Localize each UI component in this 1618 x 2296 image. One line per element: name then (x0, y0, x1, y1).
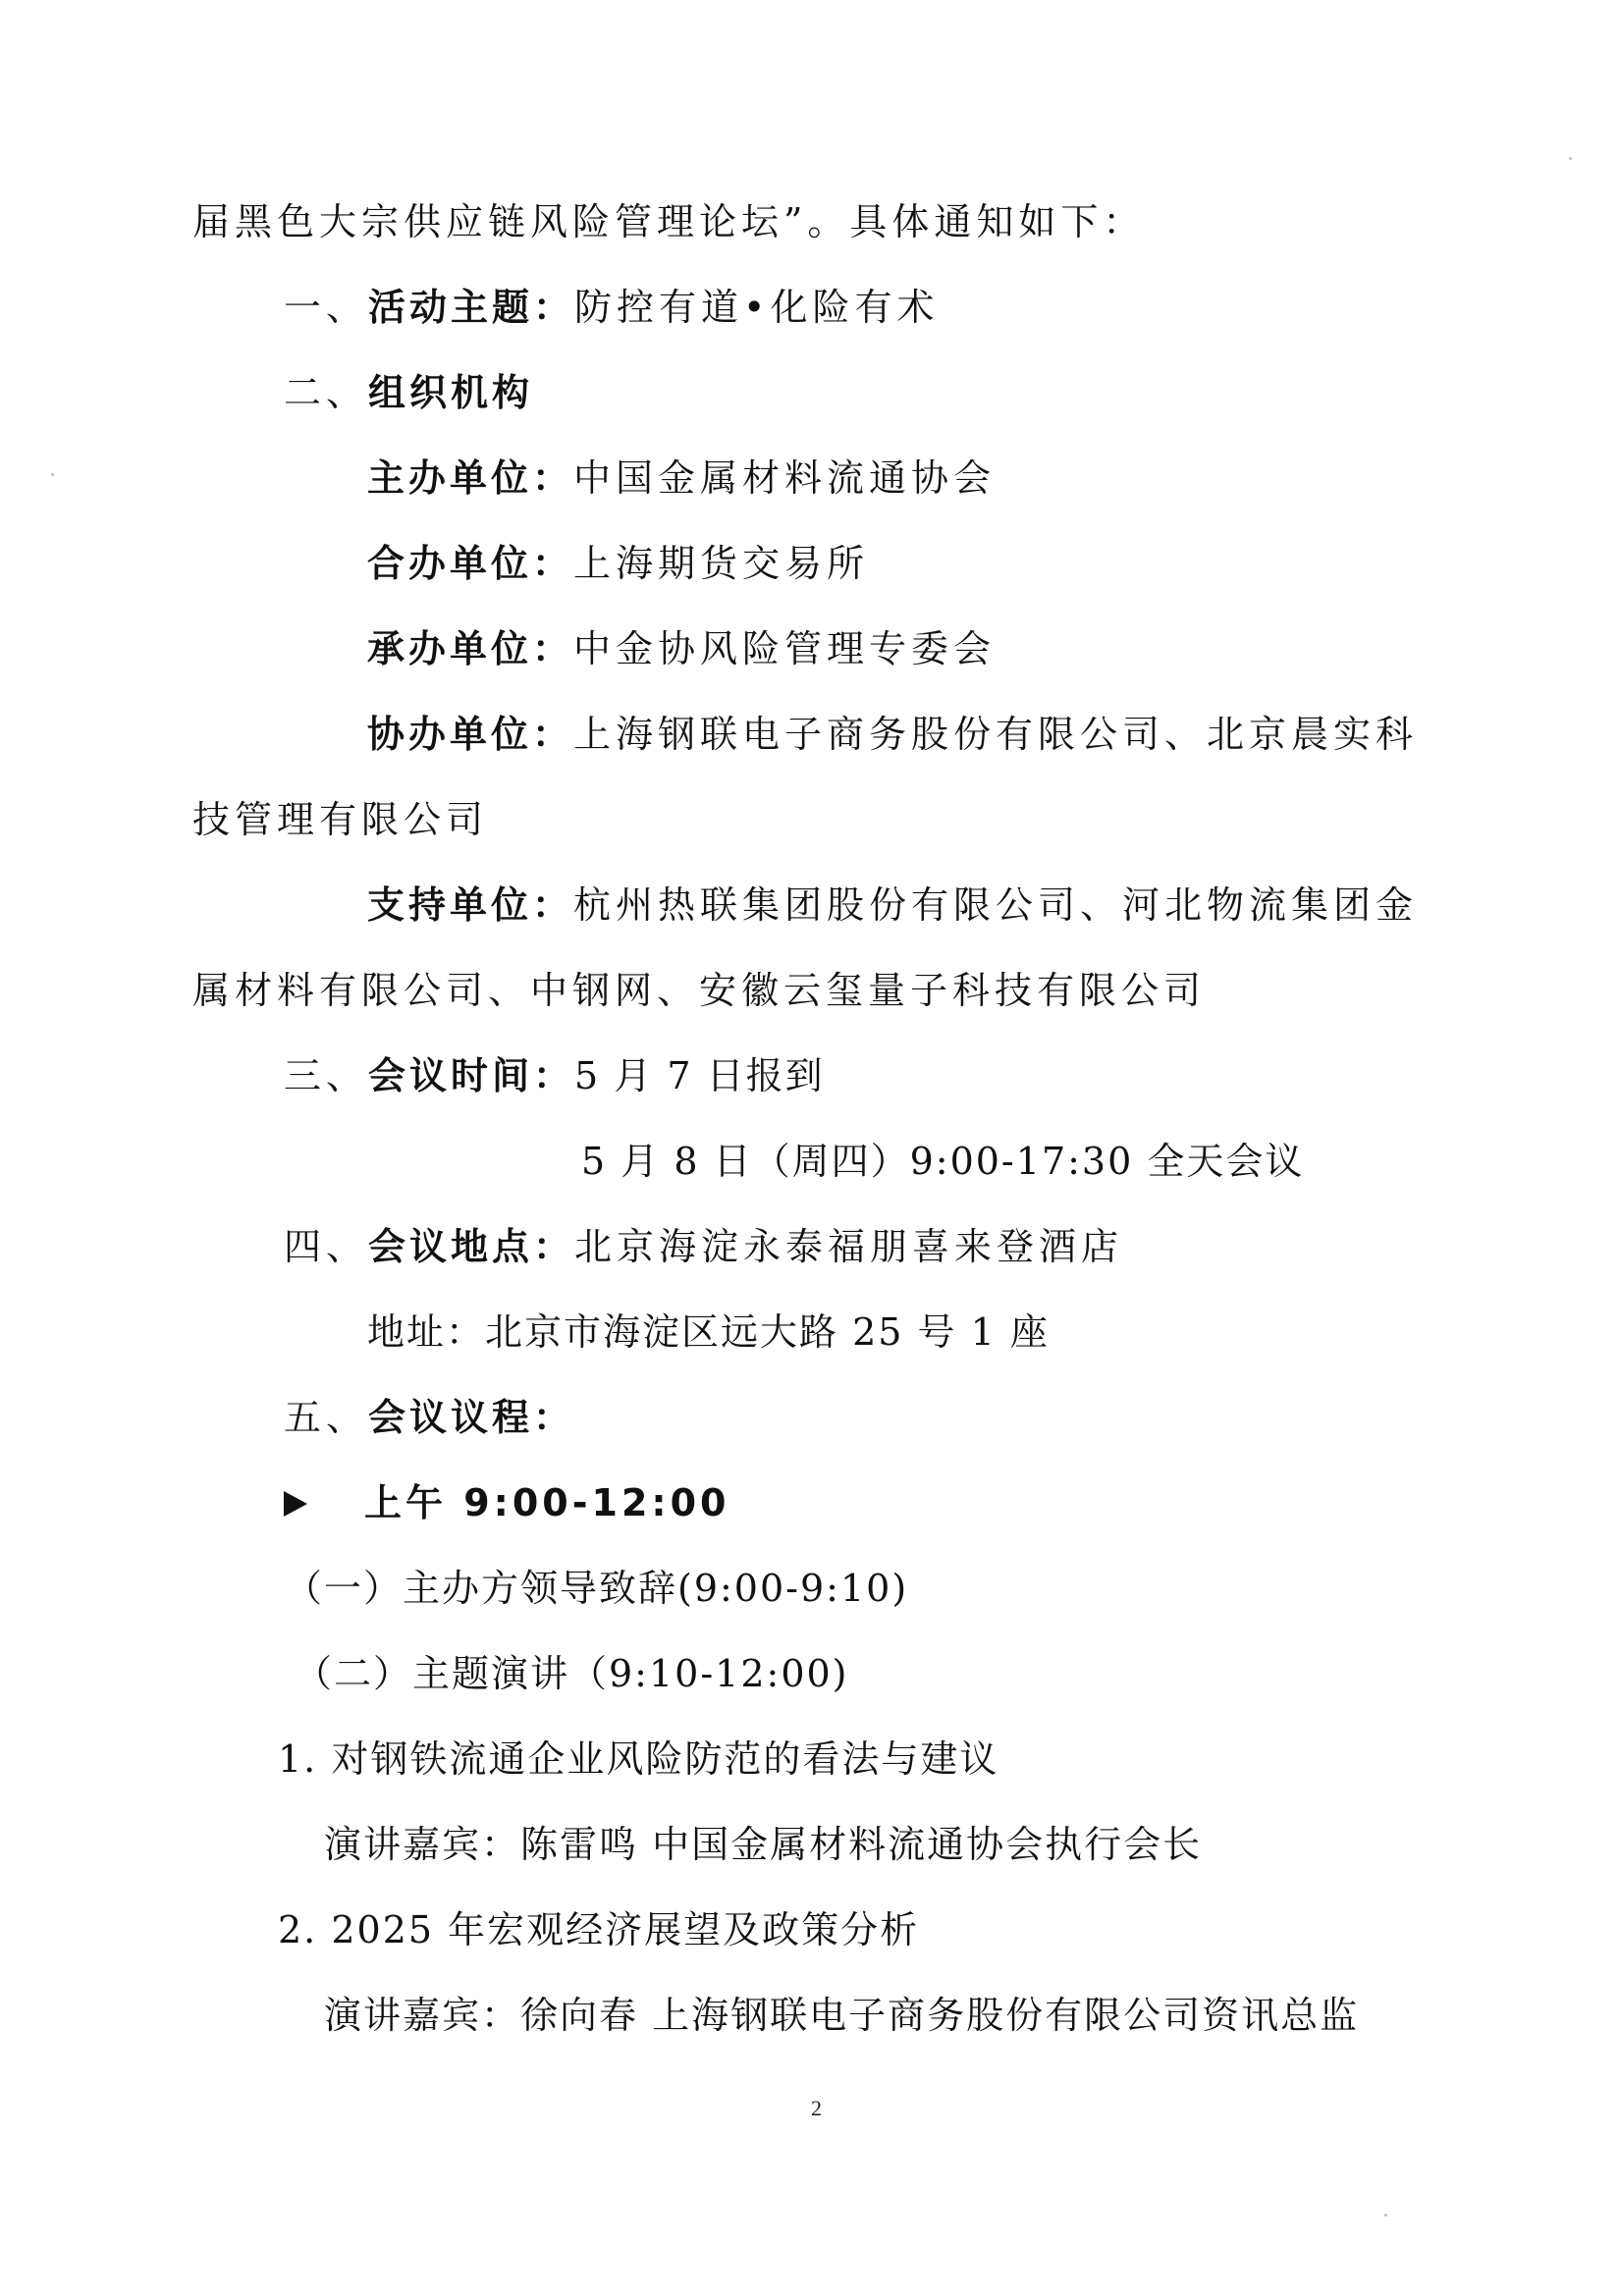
talk-speaker (324, 1822, 1202, 1867)
organizer-label: 合办单位： (367, 542, 574, 585)
talk-title (278, 1736, 998, 1782)
agenda-item (295, 1651, 849, 1696)
section-value: 北京海淀永泰福朋喜来登酒店 (574, 1225, 1124, 1268)
section-venue (284, 1224, 1123, 1269)
organizer-coorganizer (367, 712, 1418, 757)
talk-speaker-text: 演讲嘉宾：徐向春 上海钢联电子商务股份有限公司资讯总监 (324, 1994, 1360, 2037)
section-number: 一、 (284, 286, 369, 329)
organizer-label: 承办单位： (367, 627, 574, 670)
arrow-bullet-icon (284, 1491, 307, 1517)
section-label: 会议地点： (368, 1225, 575, 1268)
section-value: 防控有道•化险有术 (574, 286, 940, 329)
scan-speck (51, 473, 54, 476)
section-agenda (284, 1395, 574, 1440)
continuation-text: 属材料有限公司、中钢网、安徽云玺量子科技有限公司 (192, 969, 1207, 1012)
section-time-detail (581, 1139, 1304, 1184)
talk-title-text: 1. 对钢铁流通企业风险防范的看法与建议 (278, 1737, 999, 1781)
continuation-text: 技管理有限公司 (192, 798, 489, 841)
organizer-coorganizer-continuation (192, 797, 488, 842)
section-number: 三、 (284, 1054, 369, 1097)
section-theme (284, 285, 939, 330)
section-label: 活动主题： (368, 286, 575, 329)
agenda-morning (284, 1480, 729, 1525)
morning-label: 上午 9:00-12:00 (364, 1481, 730, 1524)
agenda-item (285, 1566, 908, 1611)
agenda-item-text: （一）主办方领导致辞(9:00-9:10) (285, 1567, 909, 1610)
organizer-value: 中金协风险管理专委会 (573, 627, 997, 670)
agenda-item-text: （二）主题演讲（9:10-12:00) (295, 1652, 849, 1695)
page-number: 2 (811, 2096, 822, 2120)
organizer-value: 上海钢联电子商务股份有限公司、北京晨实科 (573, 713, 1419, 756)
organizer-cohost (367, 541, 869, 586)
time-detail-text: 5 月 8 日（周四）9:00-17:30 全天会议 (581, 1140, 1305, 1183)
talk-speaker-text: 演讲嘉宾：陈雷鸣 中国金属材料流通协会执行会长 (324, 1823, 1203, 1866)
section-label: 组织机构 (368, 371, 534, 414)
organizer-host (367, 455, 996, 501)
organizer-supporter (367, 882, 1418, 928)
organizer-label: 主办单位： (367, 456, 574, 500)
intro-text: 届黑色大宗供应链风险管理论坛”。具体通知如下： (192, 200, 1146, 243)
section-value: 5 月 7 日报到 (574, 1054, 825, 1097)
talk-speaker (324, 1993, 1359, 2038)
organizer-value: 中国金属材料流通协会 (573, 456, 997, 500)
organizer-value: 杭州热联集团股份有限公司、河北物流集团金 (573, 883, 1419, 927)
section-label: 会议议程： (368, 1396, 575, 1439)
section-number: 四、 (284, 1225, 369, 1268)
organizer-supporter-continuation (192, 968, 1206, 1013)
section-label: 会议时间： (368, 1054, 575, 1097)
talk-title (278, 1907, 919, 1952)
organizer-label: 协办单位： (367, 713, 574, 756)
section-number: 五、 (284, 1396, 369, 1439)
talk-title-text: 2. 2025 年宏观经济展望及政策分析 (278, 1908, 920, 1951)
venue-address (367, 1309, 1050, 1355)
section-time (284, 1053, 825, 1098)
intro-paragraph-tail (192, 199, 1145, 244)
organizer-value: 上海期货交易所 (573, 542, 870, 585)
organizer-undertaker (367, 626, 996, 671)
section-organization (284, 370, 533, 415)
scan-speck (1384, 2214, 1387, 2216)
organizer-label: 支持单位： (367, 883, 574, 927)
section-number: 二、 (284, 371, 369, 414)
scan-speck (1569, 157, 1572, 160)
address-text: 地址：北京市海淀区远大路 25 号 1 座 (367, 1310, 1050, 1354)
